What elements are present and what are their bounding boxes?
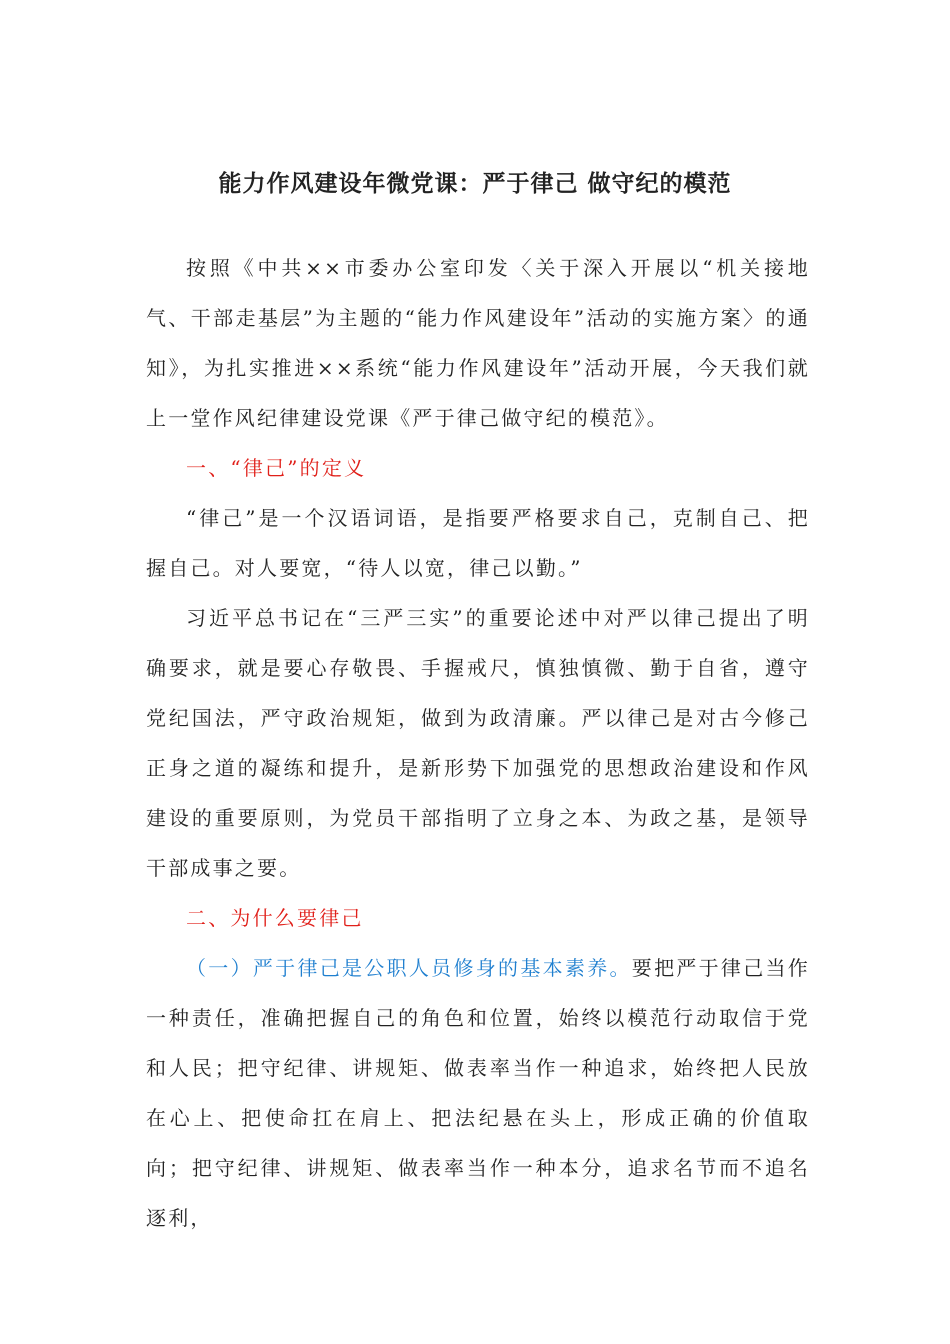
intro-paragraph: 按照《中共××市委办公室印发〈关于深入开展以“机关接地气、干部走基层”为主题的“能力作风建设年”活动的实施方案〉的通知》，为扎实推进××系统“能力作风建设年”活动开展，今天我们就上一堂作风纪律建设党课《严于律己做守纪的模范》。 bbox=[146, 256, 810, 430]
section-1-heading: 一、“律己”的定义 bbox=[186, 456, 367, 480]
section-2-subsection-1 bbox=[146, 943, 810, 1243]
subsection-1-lead: （一）严于律己是公职人员修身的基本素养。 bbox=[186, 956, 632, 980]
section-1-paragraph-2: 习近平总书记在“三严三实”的重要论述中对严以律己提出了明确要求，就是要心存敬畏、手握戒尺，慎独慎微、勤于自省，遵守党纪国法，严守政治规矩，做到为政清廉。严以律己是对古今修己正身之道的凝练和提升，是新形势下加强党的思想政治建设和作风建设的重要原则，为党员干部指明了立身之本、为政之基，是领导干部成事之要。 bbox=[146, 606, 810, 880]
document-title: 能力作风建设年微党课：严于律己 做守纪的模范 bbox=[218, 170, 732, 197]
section-1-paragraph-1: “律己”是一个汉语词语，是指要严格要求自己，克制自己、把握自己。对人要宽，“待人以宽，律己以勤。” bbox=[146, 506, 810, 580]
section-2-heading: 二、为什么要律己 bbox=[186, 906, 364, 930]
document-body bbox=[146, 243, 810, 1243]
subsection-1-text: 要把严于律己当作一种责任，准确把握自己的角色和位置，始终以模范行动取信于党和人民；把守纪律、讲规矩、做表率当作一种追求，始终把人民放在心上、把使命扛在肩上、把法纪悬在头上，形成正确的价值取向；把守纪律、讲规矩、做表率当作一种本分，追求名节而不追名逐利， bbox=[146, 956, 811, 1230]
